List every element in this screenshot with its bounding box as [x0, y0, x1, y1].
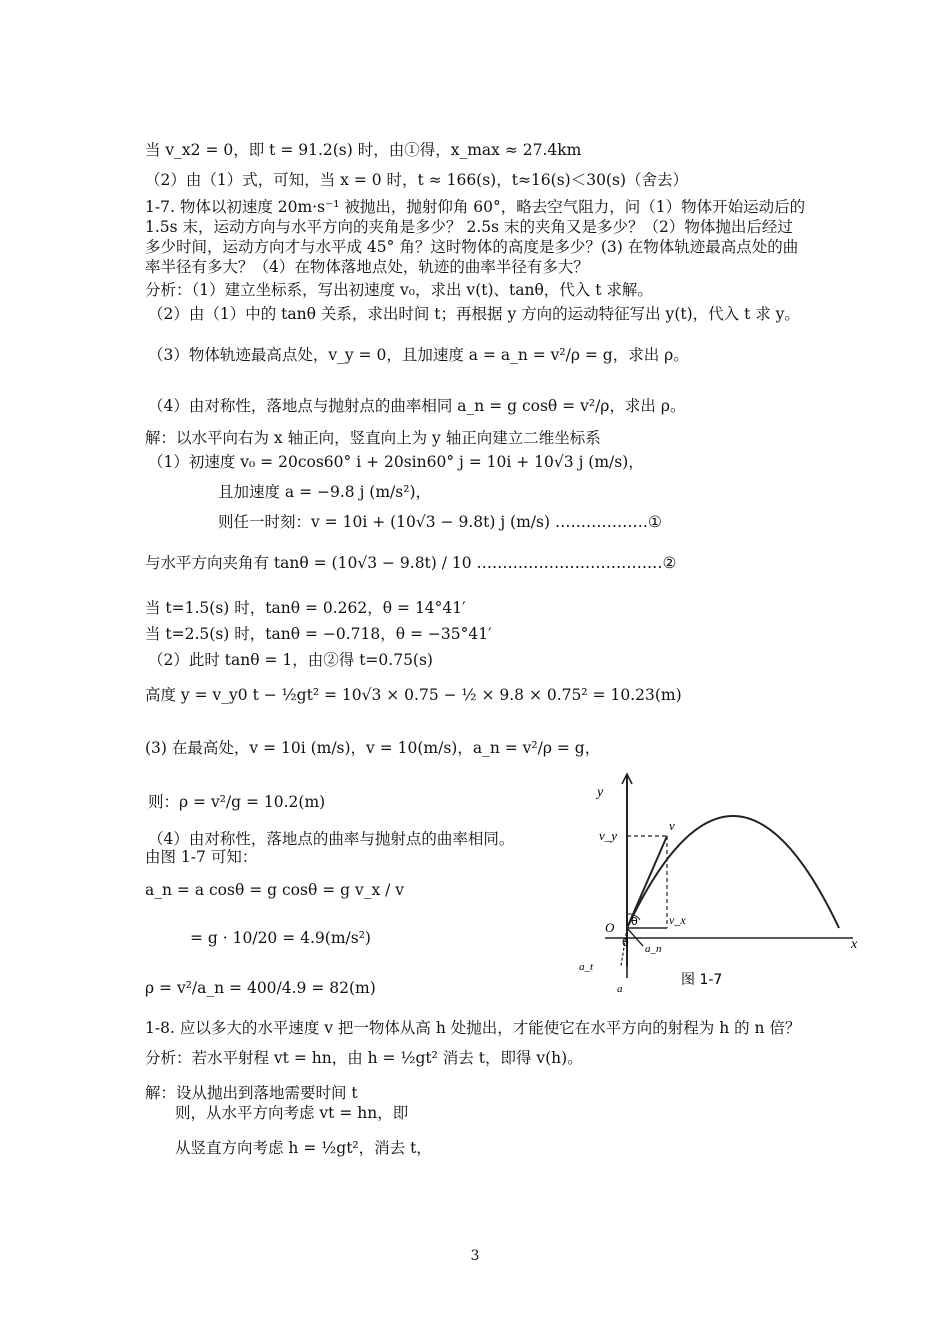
v-label: v	[669, 818, 675, 833]
text-line-3: 1-7. 物体以初速度 20m·s⁻¹ 被抛出，抛射仰角 60°，略去空气阻力，问（1）物体开始运动后的	[145, 198, 806, 216]
text-line-15: 与水平方向夹角有 tanθ = (10√3 − 9.8t) / 10 ………………………………②	[145, 554, 677, 572]
text-line-23: 由图 1-7 可知：	[145, 848, 258, 866]
a-label: a	[617, 983, 623, 995]
text-line-16: 当 t=1.5(s) 时，tanθ = 0.262，θ = 14°41′	[145, 599, 466, 617]
text-line-12: （1）初速度 v₀ = 20cos60° i + 20sin60° j = 10i + 10√3 j (m/s)，	[148, 453, 644, 471]
figure-caption: 图 1-7	[681, 972, 723, 988]
text-line-22: （4）由对称性，落地点的曲率与抛射点的曲率相同。	[148, 830, 515, 848]
text-line-4: 1.5s 末，运动方向与水平方向的夹角是多少？ 2.5s 末的夹角又是多少？（2）物体抛出后经过	[145, 218, 793, 236]
text-line-5: 多少时间，运动方向才与水平成 45° 角？这时物体的高度是多少？(3) 在物体轨迹最高点处的曲	[145, 238, 799, 256]
text-line-18: （2）此时 tanθ = 1，由②得 t=0.75(s)	[148, 651, 433, 669]
text-line-9: （3）物体轨迹最高点处，v_y = 0，且加速度 a = a_n = v²/ρ = g，求出 ρ。	[148, 346, 689, 364]
vy-label: v_y	[599, 828, 618, 843]
text-line-27: 1-8. 应以多大的水平速度 v 把一物体从高 h 处抛出，才能使它在水平方向的射程为 h 的 n 倍？	[145, 1019, 801, 1037]
text-line-25: = g · 10/20 = 4.9(m/s²)	[190, 929, 371, 947]
an-label: a_n	[645, 943, 662, 955]
text-line-14: 则任一时刻：v = 10i + (10√3 − 9.8t) j (m/s) ………………①	[218, 513, 662, 531]
theta-label-lower: θ	[622, 936, 629, 949]
text-line-13: 且加速度 a = −9.8 j (m/s²)，	[218, 483, 431, 501]
trajectory-figure	[565, 770, 865, 1000]
vx-label: v_x	[669, 913, 686, 927]
text-line-29: 解：设从抛出到落地需要时间 t	[145, 1084, 358, 1102]
theta-label-upper: θ	[631, 915, 638, 928]
text-line-11: 解：以水平向右为 x 轴正向，竖直向上为 y 轴正向建立二维坐标系	[145, 429, 601, 447]
text-line-30: 则，从水平方向考虑 vt = hn，即	[175, 1104, 409, 1122]
y-axis-label: y	[597, 785, 604, 800]
text-line-8: （2）由（1）中的 tanθ 关系，求出时间 t；再根据 y 方向的运动特征写出 y(t)，代入 t 求 y。	[148, 305, 800, 323]
an-vector	[627, 928, 643, 946]
text-line-1: 当 v_x2 = 0，即 t = 91.2(s) 时，由①得，x_max ≈ 27.4km	[145, 141, 582, 159]
text-line-17: 当 t=2.5(s) 时，tanθ = −0.718，θ = −35°41′	[145, 625, 492, 643]
text-line-6: 率半径有多大？（4）在物体落地点处，轨迹的曲率半径有多大？	[145, 258, 589, 276]
at-label: a_t	[579, 961, 594, 973]
text-line-28: 分析：若水平射程 vt = hn，由 h = ½gt² 消去 t，即得 v(h)。	[145, 1049, 583, 1067]
text-line-20: (3) 在最高处，v = 10i (m/s)，v = 10(m/s)，a_n = v²/ρ = g，	[145, 739, 601, 757]
text-line-19: 高度 y = v_y0 t − ½gt² = 10√3 × 0.75 − ½ × 9.8 × 0.75² = 10.23(m)	[145, 686, 682, 704]
text-line-2: （2）由（1）式，可知，当 x = 0 时，t ≈ 166(s)，t≈16(s)＜30(s)（舍去）	[145, 171, 688, 189]
origin-label: O	[605, 920, 615, 935]
text-line-31: 从竖直方向考虑 h = ½gt²，消去 t，	[175, 1139, 432, 1157]
text-line-10: （4）由对称性，落地点与抛射点的曲率相同 a_n = g cosθ = v²/ρ，求出 ρ。	[148, 397, 686, 415]
text-line-7: 分析：（1）建立坐标系，写出初速度 v₀，求出 v(t)、tanθ，代入 t 求解。	[145, 281, 653, 299]
page-number: 3	[470, 1248, 480, 1264]
text-line-24: a_n = a cosθ = g cosθ = g v_x / v	[145, 881, 405, 899]
text-line-21: 则：ρ = v²/g = 10.2(m)	[148, 793, 326, 811]
trajectory-curve	[627, 816, 839, 928]
text-line-26: ρ = v²/a_n = 400/4.9 = 82(m)	[145, 979, 376, 997]
x-axis-label: x	[851, 937, 858, 952]
